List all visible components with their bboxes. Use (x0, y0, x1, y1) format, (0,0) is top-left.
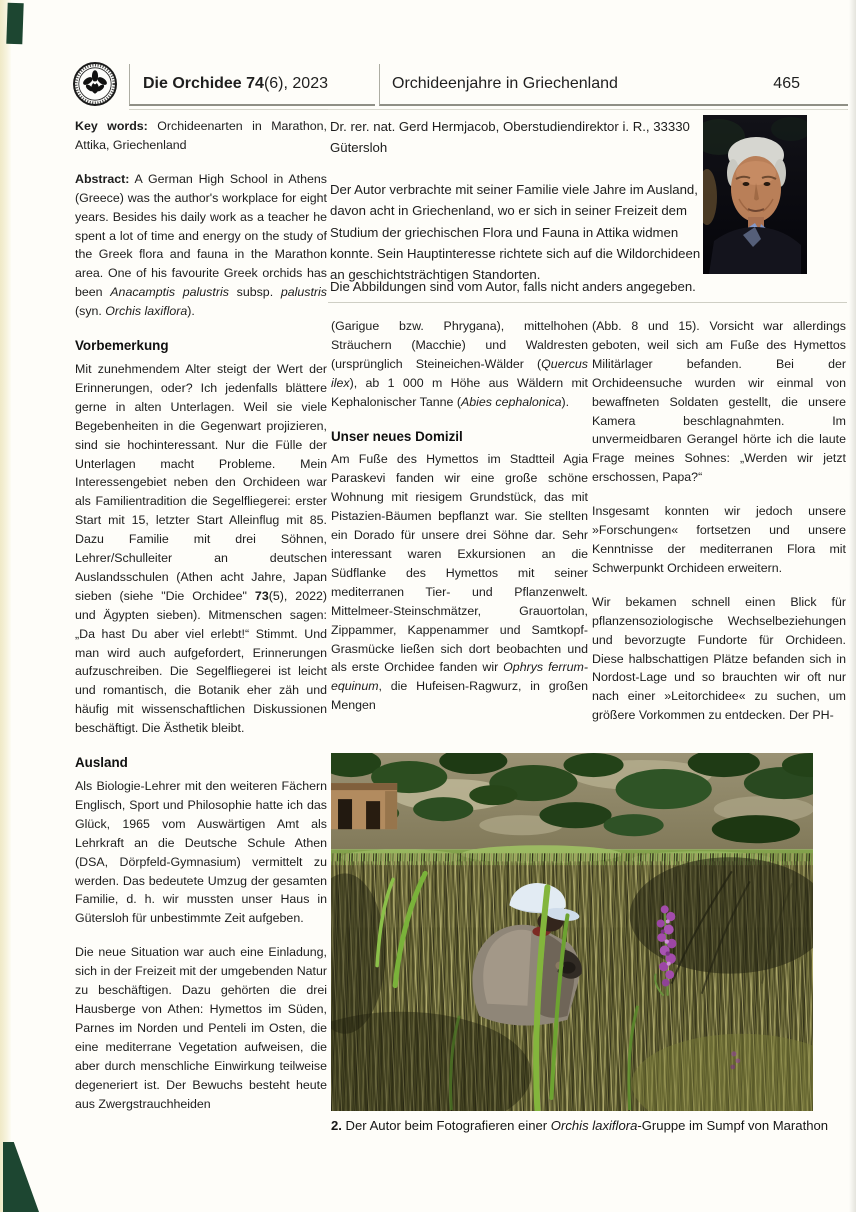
ruin-building (331, 783, 397, 829)
keywords-paragraph: Key words: Orchideenarten in Marathon, Attika, Griechenland (75, 119, 327, 152)
paragraph-forschungen: Insgesamt konnten wir jedoch unsere »Forschungen« fortsetzen und unsere Kenntnisse der mediterranen Flora mit Schwerpunkt Orchideen erweitern. (592, 504, 846, 575)
paragraph-vegetation: (Garigue bzw. Phrygana), mittelhohen Sträuchern (Macchie) und Waldresten (ursprünglich Steineichen-Wälder (Quercus ilex), ab 1 000 m Höhe aus Wäldern mit Kephalonischer Tanne (Abies cephalonica). (331, 319, 588, 409)
author-info-box (328, 109, 847, 303)
author-affiliation: Dr. rer. nat. Gerd Hermjacob, Oberstudiendirektor i. R., 33330 Gütersloh (330, 119, 690, 156)
author-bio: Der Autor verbrachte mit seiner Familie viele Jahre im Ausland, davon acht in Griechenland, wo er sich in seiner Freizeit dem Studium der griechischen Flora und Fauna in Attika widmen konnte. Sein Hauptinteresse richtete sich auf die Wildorchideen an geschichtsträchtigen Standorten. (330, 181, 701, 283)
scan-corner-top-left (6, 3, 23, 45)
paragraph-ausland-1: Als Biologie-Lehrer mit den weiteren Fächern Englisch, Sport und Philosophie hatte ich das Glück, 1965 vom Auswärtigen Amt als Lehrkraft an die Deutsche Schule Athen (DSA, Dörpfeld-Gymnasium) vermittelt zu werden. Das bedeutete Umzug der gesamten Familie, d. h. wir mussten unser Haus in Gütersloh für unbestimmte Zeit aufgeben. (75, 779, 327, 926)
column-left (75, 117, 327, 1163)
marathon-field-photo (331, 753, 813, 1111)
heading-unser-neues-domizil: Unser neues Domizil (331, 428, 463, 444)
image-credit-note: Die Abbildungen sind vom Autor, falls nicht anders angegeben. (330, 279, 696, 294)
heading-vorbemerkung: Vorbemerkung (75, 338, 169, 354)
header-journal-cell (129, 64, 375, 106)
scan-right-edge (849, 0, 856, 1212)
heading-ausland: Ausland (75, 755, 128, 771)
header-journal-title: Die Orchidee 74(6), 2023 (143, 75, 328, 92)
paragraph-leitorchidee: Wir bekamen schnell einen Blick für pflanzensoziologische Wechselbeziehungen und bevorzugte Fundorte für Orchideen. Diese halbschattigen Plätze befanden sich in Nordost-Lage und so brauchten wir oft nur nach einer »Leitorchidee« zu suchen, um größere Vorkommen zu entdecken. Der PH- (592, 594, 846, 723)
author-text (330, 116, 702, 306)
header-page-number: 465 (773, 75, 800, 92)
column-right (592, 317, 846, 753)
scan-left-edge-strip (0, 0, 11, 1212)
paragraph-domizil: Am Fuße des Hymettos im Stadtteil Agia Paraskevi fanden wir eine große schöne Wohnung mit riesigem Grundstück, das mit Pistazien-Bäumen bepflanzt war. Sie stellten ein Dorado für unsere drei Söhne dar. Sehr interessant waren Exkursionen an die Südflanke des Hymettos mit seiner mediterranen Tier- und Pflanzenwelt. Mittelmeer-Steinschmätzer, Grauortolan, Zippammer, Kappenammer und Samtkopf-Grasmücke ließen sich dort beobachten und als erste Orchidee fanden wir Ophrys ferrum-equinum, die Hufeisen-Ragwurz, in großen Mengen (331, 452, 588, 713)
author-portrait-photo (703, 115, 807, 274)
column-middle (331, 317, 588, 753)
figure-caption: 2. Der Autor beim Fotografieren einer Orchis laxiflora-Gruppe im Sumpf von Marathon (331, 1118, 829, 1133)
scan-corner-bottom-left (3, 1142, 39, 1212)
header-article-title: Orchideenjahre in Griechenland (392, 75, 618, 92)
abstract-paragraph: Abstract: A German High School in Athens (Greece) was the author's workplace for eight years. Besides his daily work as a teacher he spent a lot of time and energy on the study of the Greek flora and fauna in the Marathon area. One of his favourite Greek orchids has been Anacamptis palustris subsp. palustris (syn. Orchis laxiflora). (75, 171, 327, 319)
paragraph-ausland-2: Die neue Situation war auch eine Einladung, sich in der Freizeit mit der umgebenden Natur zu beschäftigen. Dazu gehörten die drei Hausberge von Athen: Hymettos im Süden, Parnes im Norden und Penteli im Osten, die eine mediterrane Vegetation aufweisen, die aber durch menschliche Einwirkung teilweise degeneriert ist. Der Bewuchs besteht heute aus Zwergstrauchheiden (75, 945, 327, 1111)
orchid-society-logo-icon (72, 61, 118, 107)
paragraph-vorbemerkung: Mit zunehmendem Alter steigt der Wert der Erinnerungen, oder? Ich jedenfalls blättere gerne in alten Unterlagen. Weil sie viele Begebenheiten in die Gegenwart projizieren, sind sie hochinteressant. Nur die Fülle der Unterlagen macht Probleme. Mein Interessengebiet neben den Orchideen war als Familientradition die Segelfliegerei: erster Start mit 15, letzter Start Alleinflug mit 85. Dazu Familie mit drei Söhnen, Lehrer/Schulleiter an deutschen Auslandsschulen (Athen acht Jahre, Japan sieben (siehe "Die Orchidee" 73(5), 2022) und Ägypten sieben). Mitmenschen sagen: „Da hast Du aber viel erlebt!“ Stimmt. Und man wird auch aufgefordert, Erinnerungen aufzuschreiben. Die Segelfliegerei ist leicht und romantisch, die Botanik eher zäh und häufig mit wissenschaftlichen Diskussionen beschäftigt. Die Ästhetik bleibt. (75, 361, 327, 736)
paragraph-militaerlager: (Abb. 8 und 15). Vorsicht war allerdings geboten, weil sich am Fuße des Hymettos Militärlager befanden. Bei der Orchideensuche wurden wir einmal von bewaffneten Soldaten gestellt, die unsere Kamera beschlagnahmten. Im unvermeidbaren Gerangel hörte ich die laute Frage meines Sohnes: „Werden wir jetzt erschossen, Papa?“ (592, 319, 846, 485)
header-article-cell (379, 64, 848, 106)
